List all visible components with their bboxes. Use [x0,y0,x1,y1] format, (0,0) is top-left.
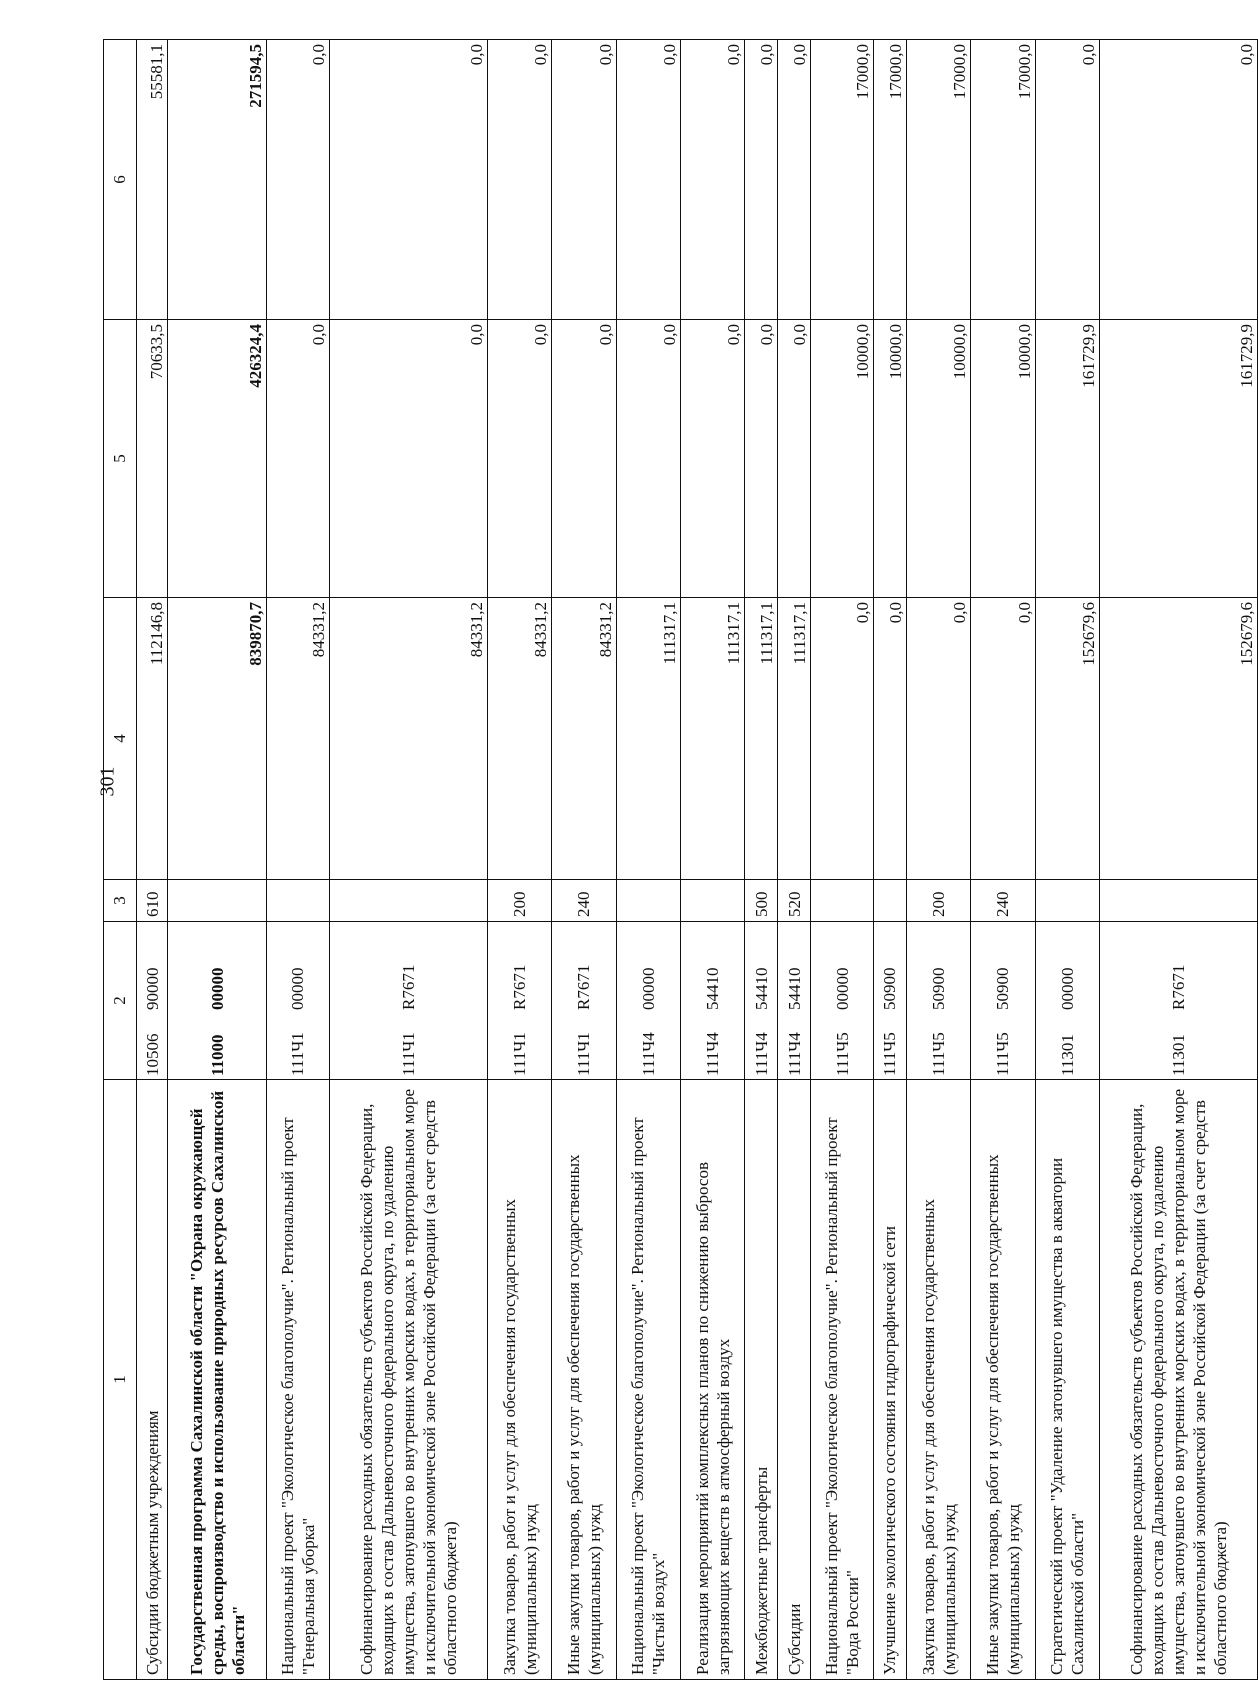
row-code-cell [168,922,266,1080]
code-part-a: 111Ч1 [398,1032,418,1076]
row-value-col6: 0,0 [552,40,616,320]
code-group [509,922,530,1079]
row-value-col6: 0,0 [745,40,778,320]
table-row [1035,40,1099,1680]
row-value-col5: 161729,9 [1100,320,1258,598]
code-part-b: 00000 [207,967,227,1010]
code-part-a: 111Ч5 [993,1032,1013,1076]
row-type-cell [168,880,266,922]
row-value-col6: 0,0 [266,40,329,320]
code-part-b: R7671 [1169,964,1188,1010]
row-type-cell: 610 [136,880,168,922]
row-code-cell [680,922,744,1080]
code-part-b: 50900 [993,967,1013,1010]
code-part-b: 54410 [703,967,723,1010]
row-name-cell: Иные закупки товаров, работ и услуг для обеспечения государственных (муниципальных) нужд [971,1080,1035,1680]
code-part-a: 111Ч5 [880,1032,900,1076]
row-type-cell [616,880,680,922]
header-cell-3: 3 [104,880,137,922]
table-row [1100,40,1258,1680]
budget-table-body [104,40,1258,1680]
code-group [142,922,163,1079]
row-code-cell [810,922,873,1080]
row-value-col4: 0,0 [971,598,1035,880]
row-name-cell: Субсидии [778,1080,811,1680]
row-name-cell: Субсидии бюджетным учреждениям [136,1080,168,1680]
code-part-b: 00000 [638,967,658,1010]
row-value-col5: 10000,0 [874,320,907,598]
code-part-b: 54410 [751,967,771,1010]
code-part-a: 111Ч4 [784,1032,804,1076]
code-part-b: 50900 [880,967,900,1010]
row-type-cell [680,880,744,922]
row-name-cell: Закупка товаров, работ и услуг для обеспечения государственных (муниципальных) нужд [906,1080,970,1680]
code-part-b: 50900 [929,967,949,1010]
row-value-col6: 0,0 [616,40,680,320]
code-part-b: R7671 [398,964,418,1010]
row-type-cell [329,880,487,922]
row-value-col6: 17000,0 [971,40,1035,320]
code-part-a: 111Ч5 [929,1032,949,1076]
row-value-col4: 111317,1 [680,598,744,880]
row-value-col5: 0,0 [745,320,778,598]
table-row [552,40,616,1680]
row-value-col4: 111317,1 [745,598,778,880]
budget-table-container [103,40,1258,1680]
code-group [992,922,1013,1079]
code-group [287,922,308,1079]
header-cell-5: 5 [104,320,137,598]
row-value-col4: 0,0 [874,598,907,880]
row-name-cell: Межбюджетные трансферты [745,1080,778,1680]
code-group [702,922,723,1079]
row-code-cell [266,922,329,1080]
row-name-cell: Закупка товаров, работ и услуг для обеспечения государственных (муниципальных) нужд [487,1080,551,1680]
code-group [928,922,949,1079]
code-part-a: 111Ч5 [832,1032,852,1076]
row-value-col4: 84331,2 [329,598,487,880]
row-name-cell: Улучшение экологического состояния гидрографической сети [874,1080,907,1680]
row-value-col4: 0,0 [906,598,970,880]
row-value-col4: 0,0 [810,598,873,880]
table-row [874,40,907,1680]
row-value-col5: 161729,9 [1035,320,1099,598]
table-row [616,40,680,1680]
code-part-b: 00000 [1057,967,1077,1010]
code-part-a: 111Ч4 [703,1032,723,1076]
row-value-col4: 111317,1 [778,598,811,880]
row-name-cell: Стратегический проект "Удаление затонувшего имущества в акватории Сахалинской области" [1035,1080,1099,1680]
table-row [810,40,873,1680]
table-row [168,40,266,1680]
row-code-cell [136,922,168,1080]
table-row [329,40,487,1680]
table-row [778,40,811,1680]
row-value-col6: 271594,5 [168,40,266,320]
table-row [971,40,1035,1680]
row-value-col4: 84331,2 [487,598,551,880]
row-value-col6: 0,0 [1035,40,1099,320]
row-value-col5: 0,0 [329,320,487,598]
row-type-cell: 520 [778,880,811,922]
table-row [136,40,168,1680]
row-value-col5: 10000,0 [810,320,873,598]
row-name-cell: Национальный проект "Экологическое благополучие". Региональный проект "Вода России" [810,1080,873,1680]
code-group [573,922,594,1079]
code-part-b: R7671 [510,964,530,1010]
code-part-a: 11301 [1057,1034,1077,1076]
row-name-cell: Софинансирование расходных обязательств субъектов Российской Федерации, входящих в состав Дальневосточного федерального округа, по удалению имущества, затонувшего во внутренних морских водах, в территориальном море и исключительной экономической зоне Российской Федерации (за счет средств областного бюджета) [329,1080,487,1680]
row-type-cell: 200 [906,880,970,922]
code-group [832,922,853,1079]
row-name-cell: Реализация мероприятий комплексных планов по снижению выбросов загрязняющих веществ в атмосферный воздух [680,1080,744,1680]
row-code-cell [1100,922,1258,1080]
budget-table [103,39,1258,1680]
row-value-col5: 0,0 [266,320,329,598]
page-number: 301 [96,766,119,797]
row-type-cell [810,880,873,922]
row-value-col6: 17000,0 [906,40,970,320]
row-value-col6: 0,0 [487,40,551,320]
row-code-cell [616,922,680,1080]
code-group [638,922,659,1079]
code-part-a: 10506 [142,1033,162,1076]
table-row [266,40,329,1680]
row-code-cell [745,922,778,1080]
row-value-col6: 17000,0 [810,40,873,320]
row-type-cell: 500 [745,880,778,922]
code-group [1057,922,1078,1079]
row-value-col6: 17000,0 [874,40,907,320]
header-cell-2: 2 [104,922,137,1080]
row-value-col5: 0,0 [680,320,744,598]
row-value-col6: 0,0 [680,40,744,320]
code-part-b: 54410 [784,967,804,1010]
row-value-col5: 70633,5 [136,320,168,598]
row-code-cell [906,922,970,1080]
row-type-cell [874,880,907,922]
row-name-cell: Иные закупки товаров, работ и услуг для обеспечения государственных (муниципальных) нужд [552,1080,616,1680]
code-group [879,922,900,1079]
code-part-a: 111Ч1 [574,1032,594,1076]
row-value-col6: 0,0 [329,40,487,320]
row-value-col5: 0,0 [616,320,680,598]
row-value-col5: 0,0 [552,320,616,598]
row-value-col6: 0,0 [1100,40,1258,320]
table-row [906,40,970,1680]
row-value-col5: 10000,0 [971,320,1035,598]
row-type-cell: 200 [487,880,551,922]
row-code-cell [971,922,1035,1080]
table-row [745,40,778,1680]
row-code-cell [552,922,616,1080]
table-row [487,40,551,1680]
row-type-cell [266,880,329,922]
row-value-col4: 839870,7 [168,598,266,880]
code-part-a: 11000 [207,1034,227,1076]
row-name-cell: Национальный проект "Экологическое благополучие". Региональный проект "Генеральная уборка" [266,1080,329,1680]
code-part-a: 11301 [1169,1034,1188,1076]
row-type-cell [1035,880,1099,922]
code-part-a: 111Ч1 [288,1032,308,1076]
code-part-a: 111Ч4 [638,1032,658,1076]
row-code-cell [778,922,811,1080]
row-value-col4: 84331,2 [266,598,329,880]
code-part-b: 00000 [288,967,308,1010]
table-row [680,40,744,1680]
header-row [104,40,137,1680]
code-group [784,922,805,1079]
header-cell-4: 4 [104,598,137,880]
row-value-col4: 112146,8 [136,598,168,880]
code-part-b: 90000 [142,967,162,1010]
code-group [398,922,419,1079]
row-name-cell: Государственная программа Сахалинской области "Охрана окружающей среды, воспроизводство и использование природных ресурсов Сахалинской области" [168,1080,266,1680]
row-type-cell: 240 [552,880,616,922]
code-group [207,922,228,1079]
code-group [1168,922,1189,1079]
row-value-col5: 426324,4 [168,320,266,598]
row-value-col4: 152679,6 [1035,598,1099,880]
row-value-col4: 84331,2 [552,598,616,880]
row-type-cell: 240 [971,880,1035,922]
row-name-cell: Софинансирование расходных обязательств субъектов Российской Федерации, входящих в состав Дальневосточного федерального округа, по удалению имущества, затонувшего во внутренних морских водах, в территориальном море и исключительной экономической зоне Российской Федерации (за счет средств областного бюджета) [1100,1080,1258,1680]
row-type-cell [1100,880,1258,922]
code-part-a: 111Ч1 [510,1032,530,1076]
row-value-col5: 10000,0 [906,320,970,598]
row-value-col6: 0,0 [778,40,811,320]
header-cell-1: 1 [104,1080,137,1680]
row-name-cell: Национальный проект "Экологическое благополучие". Региональный проект "Чистый воздух" [616,1080,680,1680]
row-value-col5: 0,0 [487,320,551,598]
code-part-a: 111Ч4 [751,1032,771,1076]
header-cell-6: 6 [104,40,137,320]
row-code-cell [1035,922,1099,1080]
code-part-b: R7671 [574,964,594,1010]
row-value-col4: 152679,6 [1100,598,1258,880]
row-code-cell [487,922,551,1080]
code-group [751,922,772,1079]
row-code-cell [874,922,907,1080]
code-part-b: 00000 [832,967,852,1010]
row-value-col5: 0,0 [778,320,811,598]
row-value-col6: 55581,1 [136,40,168,320]
row-code-cell [329,922,487,1080]
row-value-col4: 111317,1 [616,598,680,880]
